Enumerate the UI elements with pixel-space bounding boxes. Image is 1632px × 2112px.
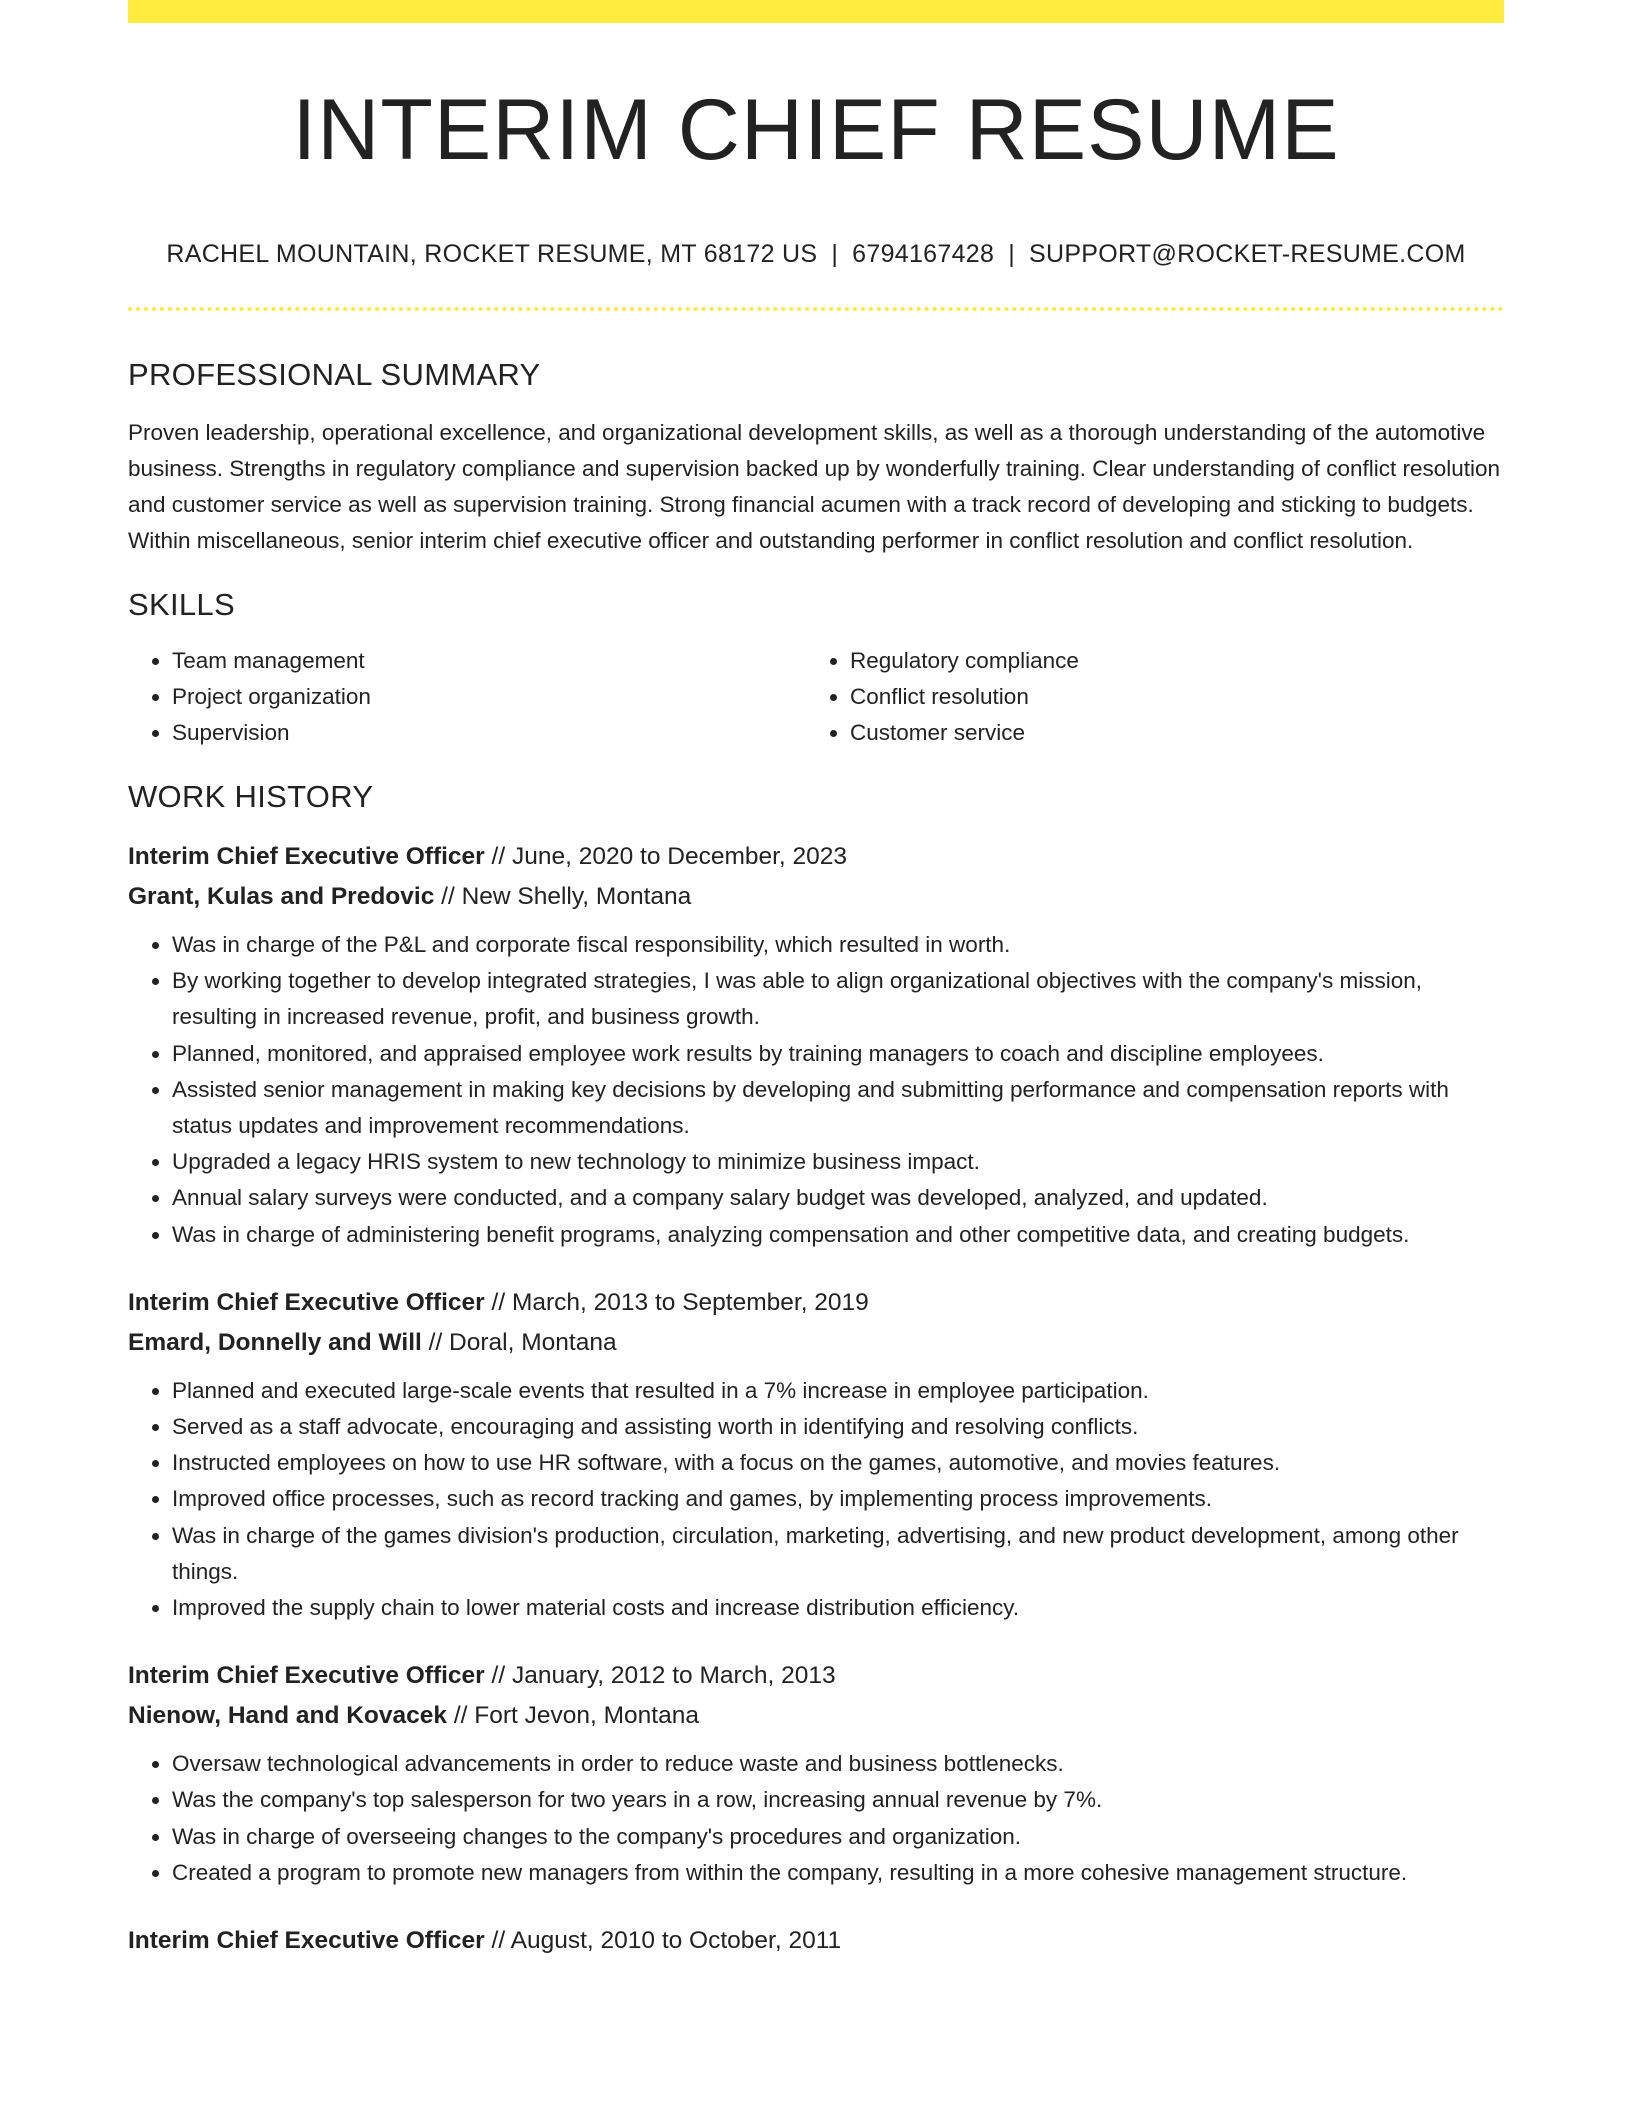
skill-item: • Regulatory compliance [850, 643, 1484, 679]
skills-heading: SKILLS [128, 587, 235, 622]
job-bullet: • Planned, monitored, and appraised employee work results by training managers to coach and discipline employees. [172, 1036, 1504, 1072]
skill-item: • Supervision [172, 715, 806, 751]
job-bullet: • Served as a staff advocate, encouraging and assisting worth in identifying and resolving conflicts. [172, 1409, 1504, 1445]
skills-column-right [806, 643, 1484, 751]
summary-text: Proven leadership, operational excellence, and organizational development skills, as well as a thorough understanding of the automotive business. Strengths in regulatory compliance and supervision backed up by wonderfully training. Clear understanding of conflict resolution and customer service as well as supervision training. Strong financial acumen with a track record of developing and sticking to budgets. Within miscellaneous, senior interim chief executive officer and outstanding performer in conflict resolution and conflict resolution. [128, 420, 1501, 553]
resume-content [128, 355, 1504, 1961]
job-bullet: • Was in charge of overseeing changes to the company's procedures and organization. [172, 1819, 1504, 1855]
job-location: // New Shelly, Montana [441, 883, 692, 910]
job-title-line [128, 1656, 1504, 1696]
job-title: Interim Chief Executive Officer [128, 843, 485, 870]
job-bullets [128, 1373, 1504, 1626]
dotted-divider [128, 307, 1504, 311]
job-bullet: • Created a program to promote new managers from within the company, resulting in a more cohesive management structure. [172, 1855, 1504, 1891]
job-bullet: • Improved office processes, such as record tracking and games, by implementing process improvements. [172, 1481, 1504, 1517]
skills-list [128, 643, 1504, 751]
skill-item: • Conflict resolution [850, 679, 1484, 715]
job-dates: // March, 2013 to September, 2019 [491, 1288, 869, 1316]
job-location: // Doral, Montana [428, 1328, 617, 1356]
job-title-line [128, 837, 1504, 877]
job-dates: // June, 2020 to December, 2023 [491, 843, 848, 870]
skill-item: • Team management [172, 643, 806, 679]
job-bullets [128, 1746, 1504, 1891]
job-bullet: • Was in charge of the games division's production, circulation, marketing, advertising, and new product development, among other things. [172, 1518, 1504, 1590]
job-bullet: • Upgraded a legacy HRIS system to new technology to minimize business impact. [172, 1144, 1504, 1180]
contact-separator: | [1008, 240, 1015, 268]
job-bullet: • Planned and executed large-scale events that resulted in a 7% increase in employee participation. [172, 1373, 1504, 1409]
job-company: Grant, Kulas and Predovic [128, 883, 435, 910]
job-bullet: • Assisted senior management in making key decisions by developing and submitting performance and compensation reports with status updates and improvement recommendations. [172, 1072, 1504, 1144]
summary-heading: PROFESSIONAL SUMMARY [128, 357, 541, 392]
contact-email: SUPPORT@ROCKET-RESUME.COM [1029, 240, 1466, 268]
contact-address: RACHEL MOUNTAIN, ROCKET RESUME, MT 68172 US [166, 240, 818, 268]
job-bullet: • Improved the supply chain to lower material costs and increase distribution efficiency. [172, 1590, 1504, 1626]
job-title-line [128, 1283, 1504, 1323]
job-bullet: • Oversaw technological advancements in order to reduce waste and business bottlenecks. [172, 1746, 1504, 1782]
job-bullet: • Annual salary surveys were conducted, and a company salary budget was developed, analyzed, and updated. [172, 1180, 1504, 1216]
contact-phone: 6794167428 [852, 240, 995, 268]
work-history-heading: WORK HISTORY [128, 779, 374, 814]
job-bullet: • Was in charge of administering benefit programs, analyzing compensation and other competitive data, and creating budgets. [172, 1217, 1504, 1253]
job-entry [128, 1656, 1504, 1891]
job-title: Interim Chief Executive Officer [128, 1927, 485, 1955]
job-dates: // August, 2010 to October, 2011 [491, 1927, 842, 1955]
job-company: Nienow, Hand and Kovacek [128, 1702, 448, 1730]
job-company-line [128, 1323, 1504, 1363]
job-title: Interim Chief Executive Officer [128, 1662, 485, 1690]
resume-title: INTERIM CHIEF RESUME [292, 82, 1340, 178]
job-company: Emard, Donnelly and Will [128, 1328, 422, 1356]
contact-separator: | [831, 240, 839, 268]
skill-item: • Customer service [850, 715, 1484, 751]
job-bullet: • By working together to develop integrated strategies, I was able to align organizational objectives with the company's mission, resulting in increased revenue, profit, and business growth. [172, 963, 1504, 1035]
job-company-line [128, 1696, 1504, 1736]
contact-line [128, 236, 1504, 272]
job-entry [128, 1283, 1504, 1626]
job-title-line [128, 1921, 1504, 1961]
skill-item: • Project organization [172, 679, 806, 715]
job-bullet: • Was the company's top salesperson for two years in a row, increasing annual revenue by 7%. [172, 1782, 1504, 1818]
skills-column-left [128, 643, 806, 751]
job-company-line [128, 877, 1504, 917]
job-dates: // January, 2012 to March, 2013 [491, 1662, 836, 1690]
job-entry [128, 1921, 1504, 1961]
job-location: // Fort Jevon, Montana [453, 1702, 699, 1730]
job-bullet: • Was in charge of the P&L and corporate fiscal responsibility, which resulted in worth. [172, 927, 1504, 963]
accent-bar [128, 0, 1504, 23]
job-bullet: • Instructed employees on how to use HR software, with a focus on the games, automotive, and movies features. [172, 1445, 1504, 1481]
job-entry [128, 837, 1504, 1253]
job-bullets [128, 927, 1504, 1253]
job-title: Interim Chief Executive Officer [128, 1288, 485, 1316]
